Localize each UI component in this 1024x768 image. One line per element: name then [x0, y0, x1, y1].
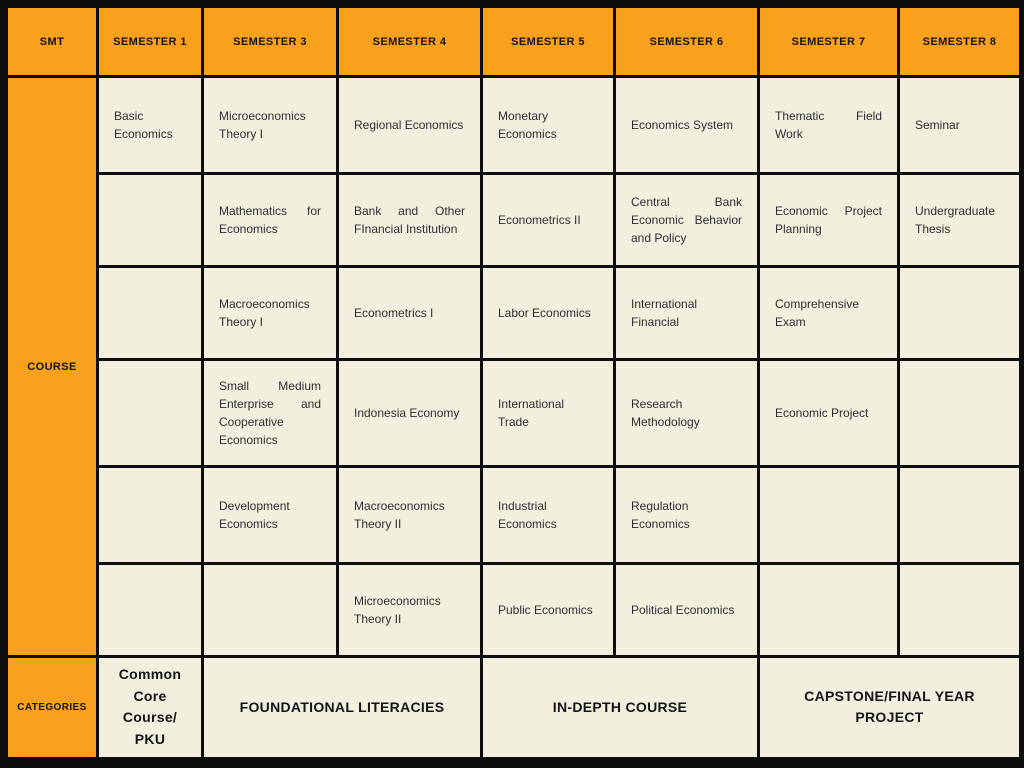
course-cell: Regulation Economics: [615, 467, 759, 564]
semester-5-header: SEMESTER 5: [482, 7, 615, 77]
course-side-label: COURSE: [7, 77, 98, 657]
category-capstone: CAPSTONE/FINAL YEAR PROJECT: [759, 657, 1021, 759]
course-cell: Seminar: [899, 77, 1021, 174]
course-cell: [98, 174, 203, 267]
semester-7-header: SEMESTER 7: [759, 7, 899, 77]
course-cell: Economic Project: [759, 360, 899, 467]
course-cell: Regional Economics: [338, 77, 482, 174]
course-cell: Basic Economics: [98, 77, 203, 174]
course-cell: Public Economics: [482, 564, 615, 657]
course-row-3: [7, 267, 1021, 360]
course-cell: Undergraduate Thesis: [899, 174, 1021, 267]
category-common-core: Common Core Course/ PKU: [98, 657, 203, 759]
course-cell: [98, 564, 203, 657]
course-cell: [899, 360, 1021, 467]
course-cell: Macroeconomics Theory II: [338, 467, 482, 564]
course-row-2: [7, 174, 1021, 267]
course-cell: Central Bank Economic Behavior and Policy: [615, 174, 759, 267]
course-cell: Research Methodology: [615, 360, 759, 467]
course-cell: [98, 467, 203, 564]
course-cell: [899, 564, 1021, 657]
course-cell: [899, 267, 1021, 360]
categories-row: [7, 657, 1021, 759]
course-cell: Econometrics II: [482, 174, 615, 267]
header-row: [7, 7, 1021, 77]
course-cell: [98, 360, 203, 467]
course-cell: Development Economics: [203, 467, 338, 564]
semester-3-header: SEMESTER 3: [203, 7, 338, 77]
course-row-1: [7, 77, 1021, 174]
course-cell: Small Medium Enterprise and Cooperative Economics: [203, 360, 338, 467]
course-cell: [759, 564, 899, 657]
course-cell: Mathematics for Economics: [203, 174, 338, 267]
course-cell: Indonesia Economy: [338, 360, 482, 467]
course-cell: International Financial: [615, 267, 759, 360]
curriculum-table: [5, 5, 1022, 760]
course-cell: [98, 267, 203, 360]
course-cell: Microeconomics Theory II: [338, 564, 482, 657]
course-cell: International Trade: [482, 360, 615, 467]
course-cell: [203, 564, 338, 657]
course-cell: Political Economics: [615, 564, 759, 657]
semester-4-header: SEMESTER 4: [338, 7, 482, 77]
course-row-4: [7, 360, 1021, 467]
semester-8-header: SEMESTER 8: [899, 7, 1021, 77]
course-cell: Monetary Economics: [482, 77, 615, 174]
course-cell: [899, 467, 1021, 564]
course-cell: Microeconomics Theory I: [203, 77, 338, 174]
course-cell: Comprehensive Exam: [759, 267, 899, 360]
course-cell: Thematic Field Work: [759, 77, 899, 174]
course-cell: Economic Project Planning: [759, 174, 899, 267]
course-cell: Econometrics I: [338, 267, 482, 360]
course-cell: Bank and Other FInancial Institution: [338, 174, 482, 267]
course-cell: Industrial Economics: [482, 467, 615, 564]
category-foundational-literacies: FOUNDATIONAL LITERACIES: [203, 657, 482, 759]
course-cell: Labor Economics: [482, 267, 615, 360]
categories-side-label: CATEGORIES: [7, 657, 98, 759]
semester-1-header: SEMESTER 1: [98, 7, 203, 77]
course-cell: Macroeconomics Theory I: [203, 267, 338, 360]
semester-6-header: SEMESTER 6: [615, 7, 759, 77]
course-row-6: [7, 564, 1021, 657]
smt-header: SMT: [7, 7, 98, 77]
course-cell: Economics System: [615, 77, 759, 174]
course-cell: [759, 467, 899, 564]
course-row-5: [7, 467, 1021, 564]
category-in-depth-course: IN-DEPTH COURSE: [482, 657, 759, 759]
